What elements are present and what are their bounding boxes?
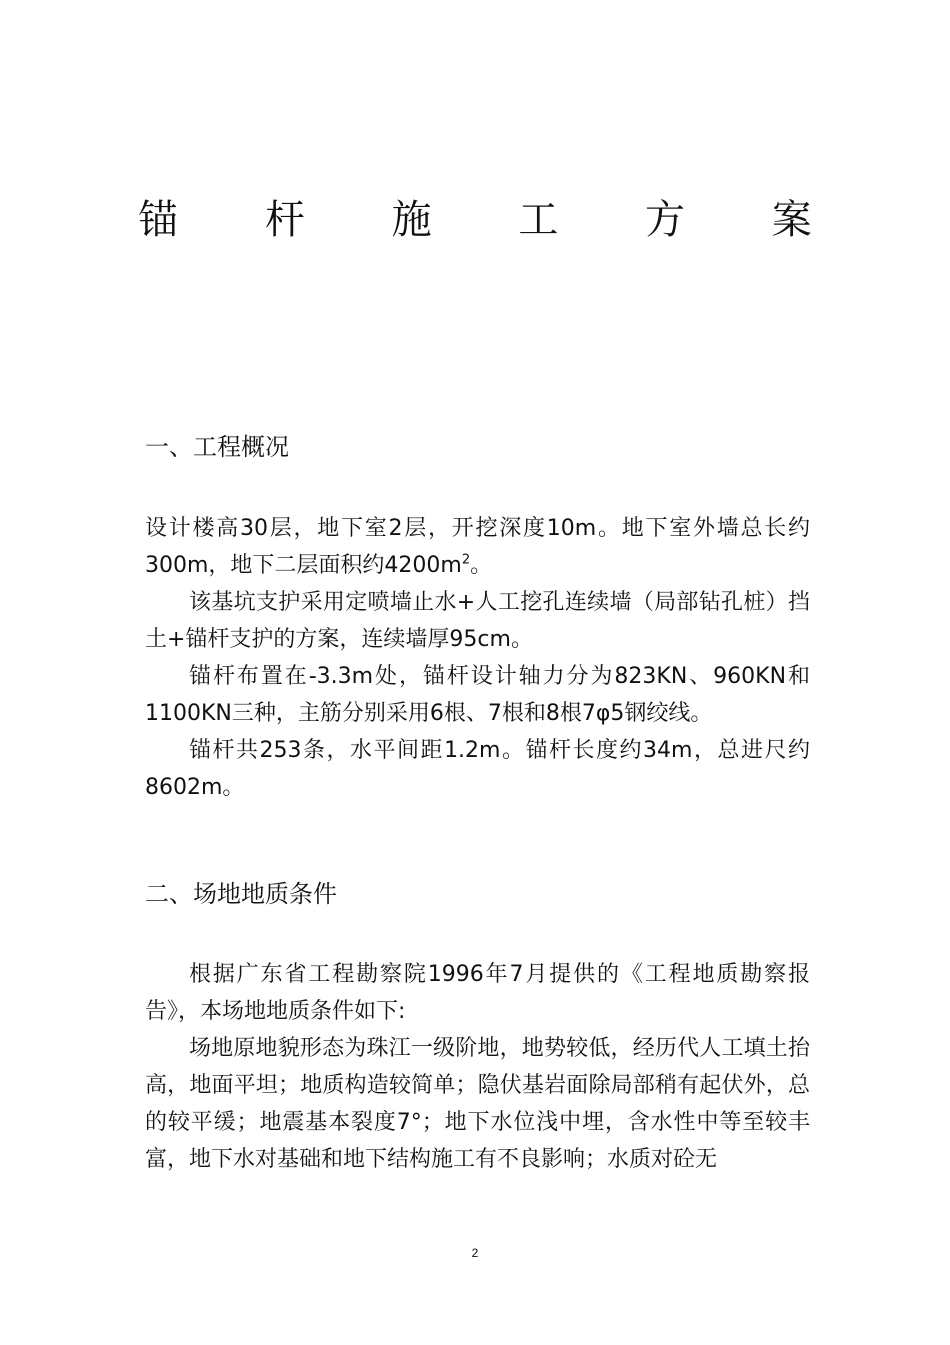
paragraph: 锚杆共253条，水平间距1.2m。锚杆长度约34m，总进尺约8602m。 bbox=[145, 738, 810, 800]
paragraph: 场地原地貌形态为珠江一级阶地，地势较低，经历代人工填土抬高，地面平坦；地质构造较简单；隐伏基岩面除局部稍有起伏外，总的较平缓；地震基本裂度7°；地下水位浅中埋，含水性中等至较丰富，地下水对基础和地下结构施工有不良影响；水质对砼无 bbox=[145, 1036, 810, 1172]
section-body-site-geology bbox=[145, 956, 810, 1178]
paragraph: 根据广东省工程勘察院1996年7月提供的《工程地质勘察报告》，本场地地质条件如下: bbox=[145, 962, 810, 1024]
section-heading-project-overview: 一、工程概况 bbox=[145, 433, 289, 461]
superscript-text: 2 bbox=[461, 552, 471, 568]
section-heading-site-geology: 二、场地地质条件 bbox=[145, 880, 337, 908]
paragraph: 该基坑支护采用定喷墙止水+人工挖孔连续墙（局部钻孔桩）挡土+锚杆支护的方案，连续墙厚95cm。 bbox=[145, 590, 810, 652]
paragraph: 锚杆布置在-3.3m处，锚杆设计轴力分为823KN、960KN和1100KN三种，主筋分别采用6根、7根和8根7φ5钢绞线。 bbox=[145, 664, 810, 726]
page-number: 2 bbox=[471, 1246, 479, 1260]
paragraph-text: 设计楼高30层，地下室2层，开挖深度10m。地下室外墙总长约300m，地下二层面积约4200m bbox=[145, 516, 810, 578]
paragraph bbox=[145, 510, 810, 584]
paragraph-end: 。 bbox=[470, 553, 493, 578]
section-body-project-overview bbox=[145, 510, 810, 806]
document-title: 锚 杆 施 工 方 案 bbox=[138, 197, 849, 243]
